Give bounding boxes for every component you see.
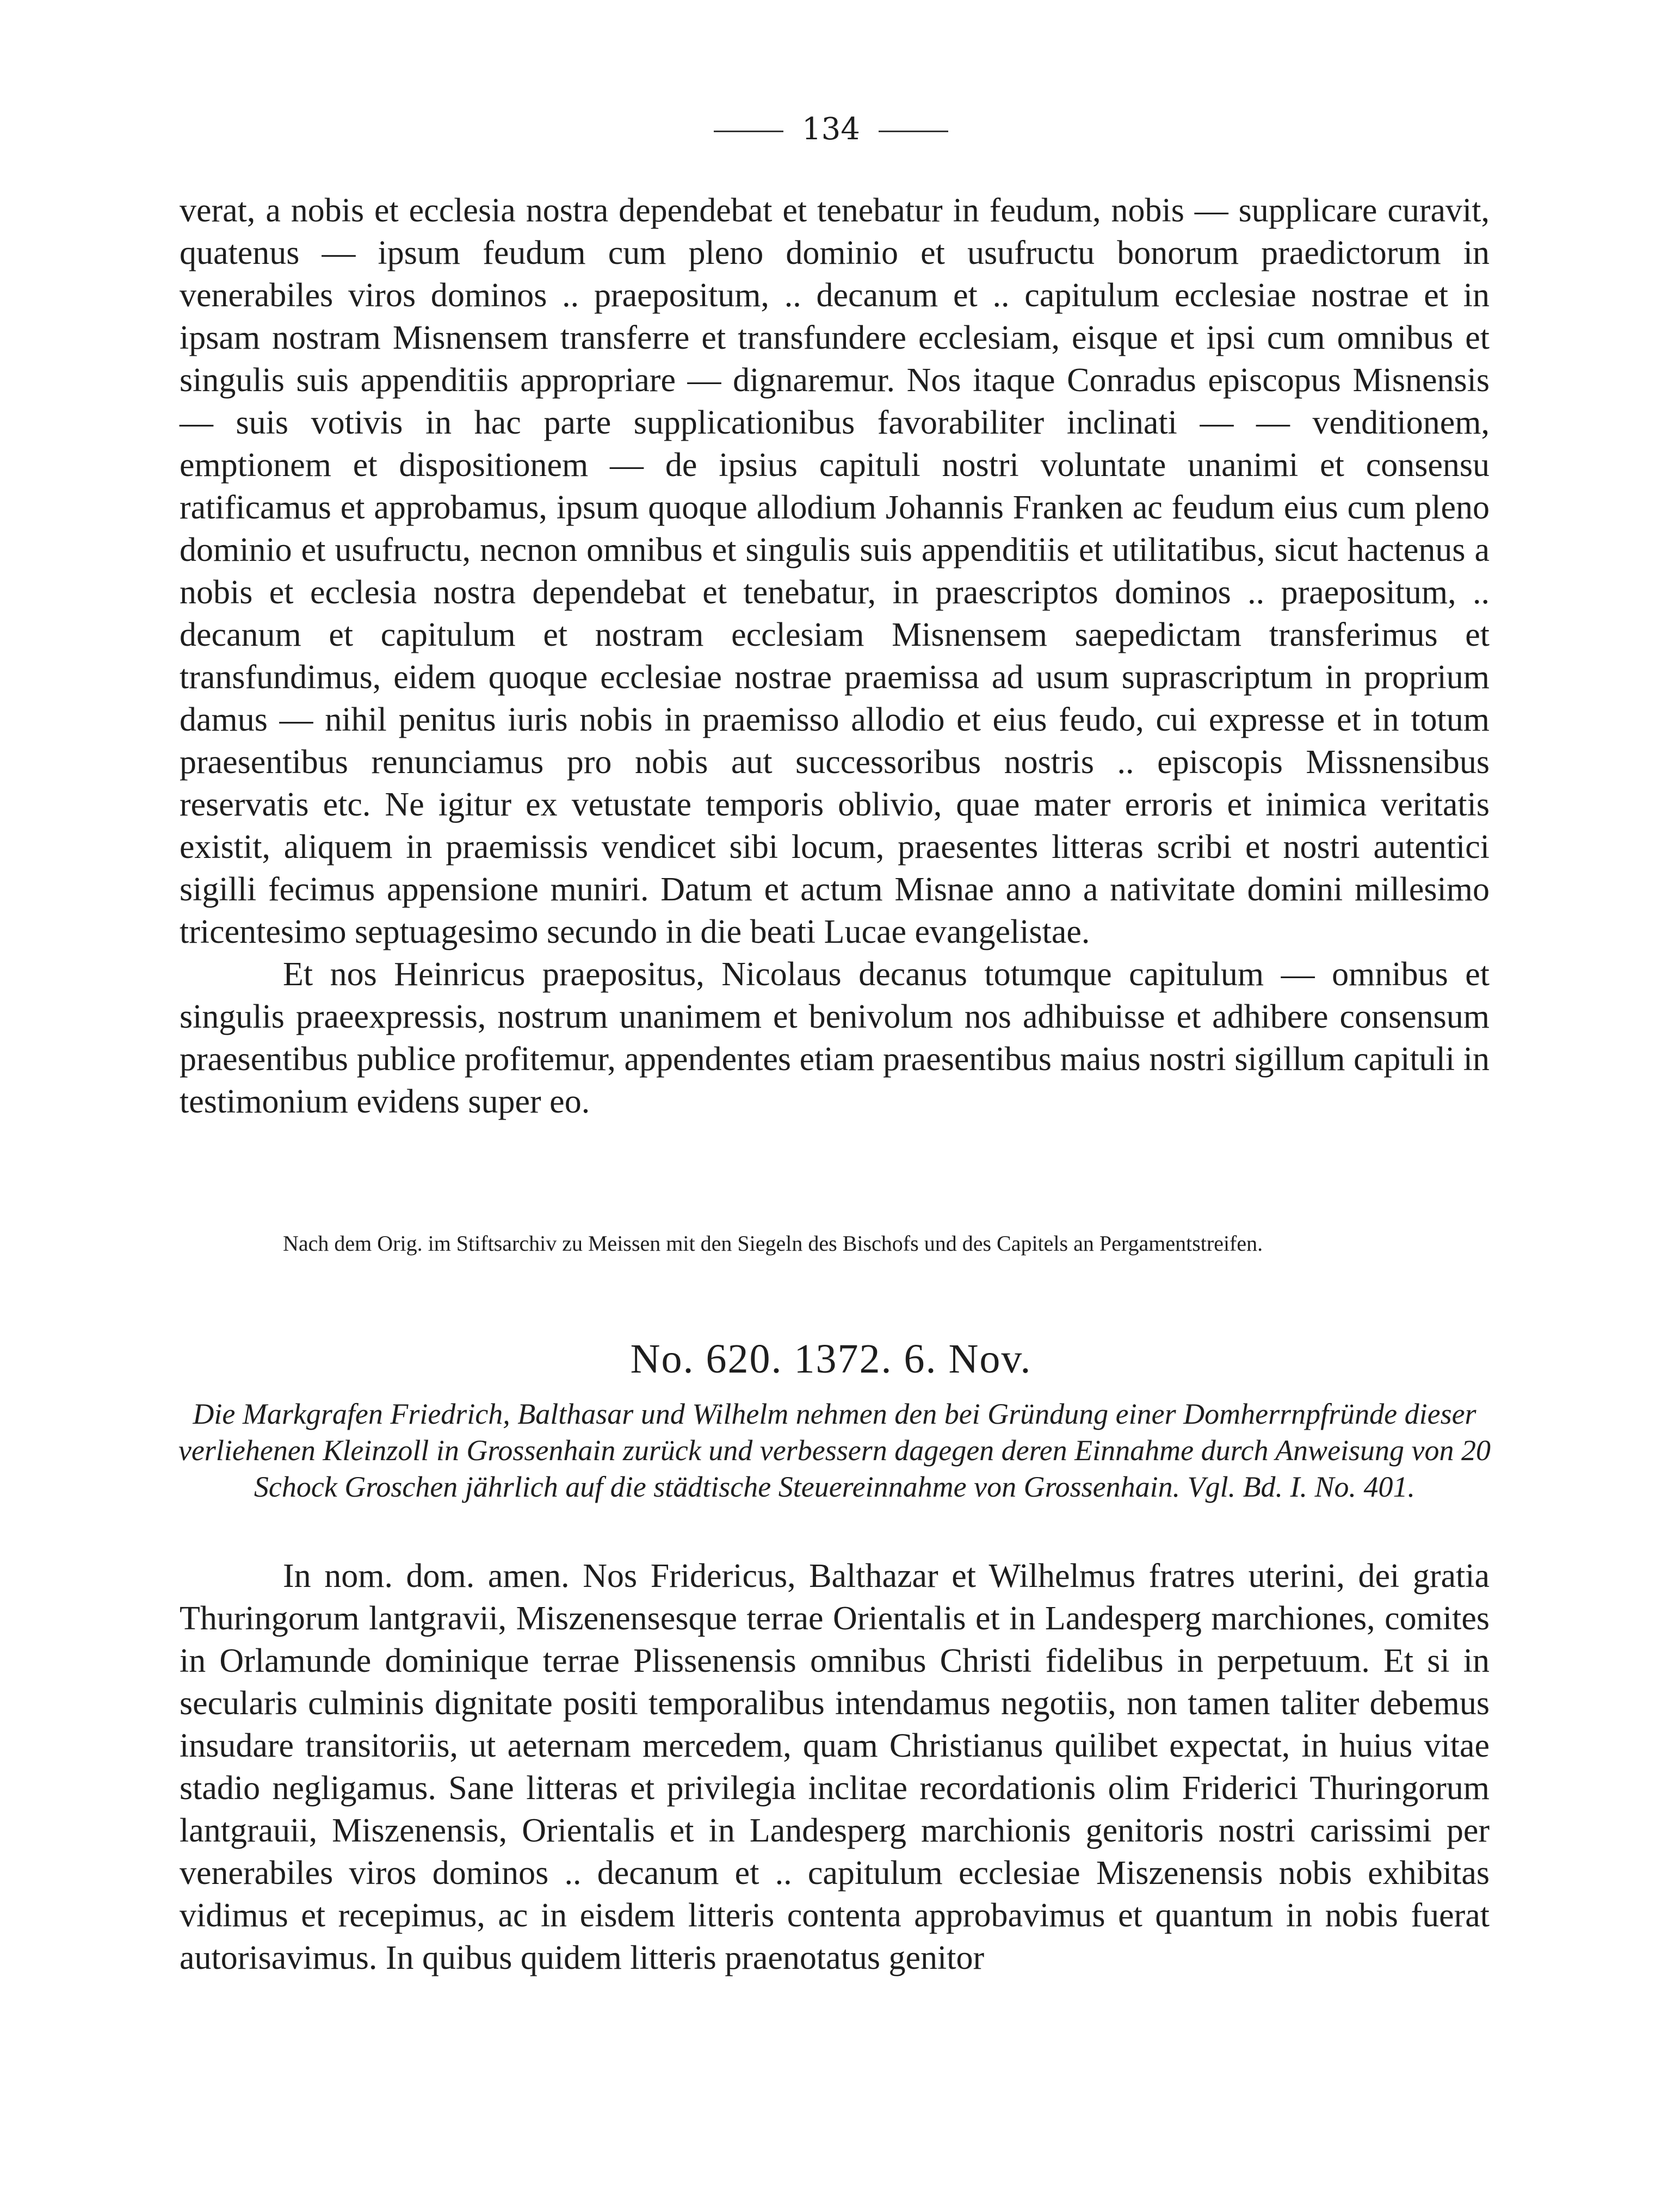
charter-paragraph: verat, a nobis et ecclesia nostra dependebat et tenebatur in feudum, nobis — supplicare curavit, quatenus — ipsum feudum cum pleno dominio et usufructu bonorum praedictorum in venerabiles viros dominos .. praepositum, .. decanum et .. capitulum ecclesiae nostrae et in ipsam nostram Misnensem transferre et transfundere ecclesiam, eisque et ipsi cum omnibus et singulis suis appenditiis appropriare — dignaremur. Nos itaque Conradus episcopus Misnensis — suis votivis in hac parte supplicationibus favorabiliter inclinati — — venditionem, emptionem et dispositionem — de ipsius capituli nostri voluntate unanimi et consensu ratificamus et approbamus, ipsum quoque allodium Johannis Franken ac feudum eius cum pleno dominio et usufructu, necnon omnibus et singulis suis appenditiis et utilitatibus, sicut hactenus a nobis et ecclesia nostra dependebat et tenebatur, in praescriptos dominos .. praepositum, .. decanum et capitulum et nostram ecclesiam Misnensem saepedictam transferimus et transfundimus, eidem quoque ecclesiae nostrae praemissa ad usum suprascriptum in proprium damus — nihil penitus iuris nobis in praemisso allodio et eius feudo, cui expresse et in totum praesentibus renunciamus pro nobis aut successoribus nostris .. episcopis Missnensibus reservatis etc. Ne igitur ex vetustate temporis oblivio, quae mater erroris et inimica veritatis existit, aliquem in praemissis vendicet sibi locum, praesentes litteras scribi et nostri autentici sigilli fecimus appensione muniri. Datum et actum Misnae anno a nativitate domini millesimo tricentesimo septuagesimo secundo in die beati Lucae evangelistae.: [180, 192, 1490, 950]
charter-text-continued: [180, 189, 1490, 1123]
charter-text-new: [180, 1555, 1490, 1979]
page-number: 134: [802, 112, 860, 147]
source-note: Nach dem Orig. im Stiftsarchiv zu Meissen mit den Siegeln des Bischofs und des Capitels an Pergamentstreifen.: [283, 1231, 1263, 1256]
document-summary: Die Markgrafen Friedrich, Balthasar und Wilhelm nehmen den bei Gründung einer Domherrnpfründe dieser verliehenen Kleinzoll in Grossenhain zurück und verbessern dagegen deren Einnahme durch Anweisung von 20 Schock Groschen jährlich auf die städtische Steuereinnahme von Grossenhain. Vgl. Bd. I. No. 401.: [178, 1398, 1491, 1503]
charter-opening-paragraph: In nom. dom. amen. Nos Fridericus, Balthazar et Wilhelmus fratres uterini, dei gratia Thuringorum lantgravii, Miszenensesque terrae Orientalis et in Landesperg marchiones, comites in Orlamunde dominique terrae Plissenensis omnibus Christi fidelibus in perpetuum. Et si in secularis culminis dignitate positi temporalibus intendamus negotiis, non tamen taliter debemus insudare transitoriis, ut aeternam mercedem, quam Christianus quilibet expectat, in huius vitae stadio negligamus. Sane litteras et privilegia inclitae recordationis olim Friderici Thuringorum lantgrauii, Miszenensis, Orientalis et in Landesperg marchionis genitoris nostri carissimi per venerabiles viros dominos .. decanum et .. capitulum ecclesiae Miszenensis nobis exhibitas vidimus et recepimus, ac in eisdem litteris contenta approbavimus et quantum in nobis fuerat autorisavimus. In quibus quidem litteris praenotatus genitor: [180, 1558, 1490, 1976]
header-rule-left: [714, 131, 783, 132]
chapter-consent-paragraph: Et nos Heinricus praepositus, Nicolaus decanus totumque capitulum — omnibus et singulis praeexpressis, nostrum unanimem et benivolum nos adhibuisse et adhibere consensum praesentibus publice profitemur, appendentes etiam praesentibus maius nostri sigillum capituli in testimonium evidens super eo.: [180, 956, 1490, 1120]
page-header: [0, 103, 1662, 156]
header-rule-right: [879, 131, 948, 132]
document-heading: No. 620. 1372. 6. Nov.: [630, 1336, 1032, 1382]
